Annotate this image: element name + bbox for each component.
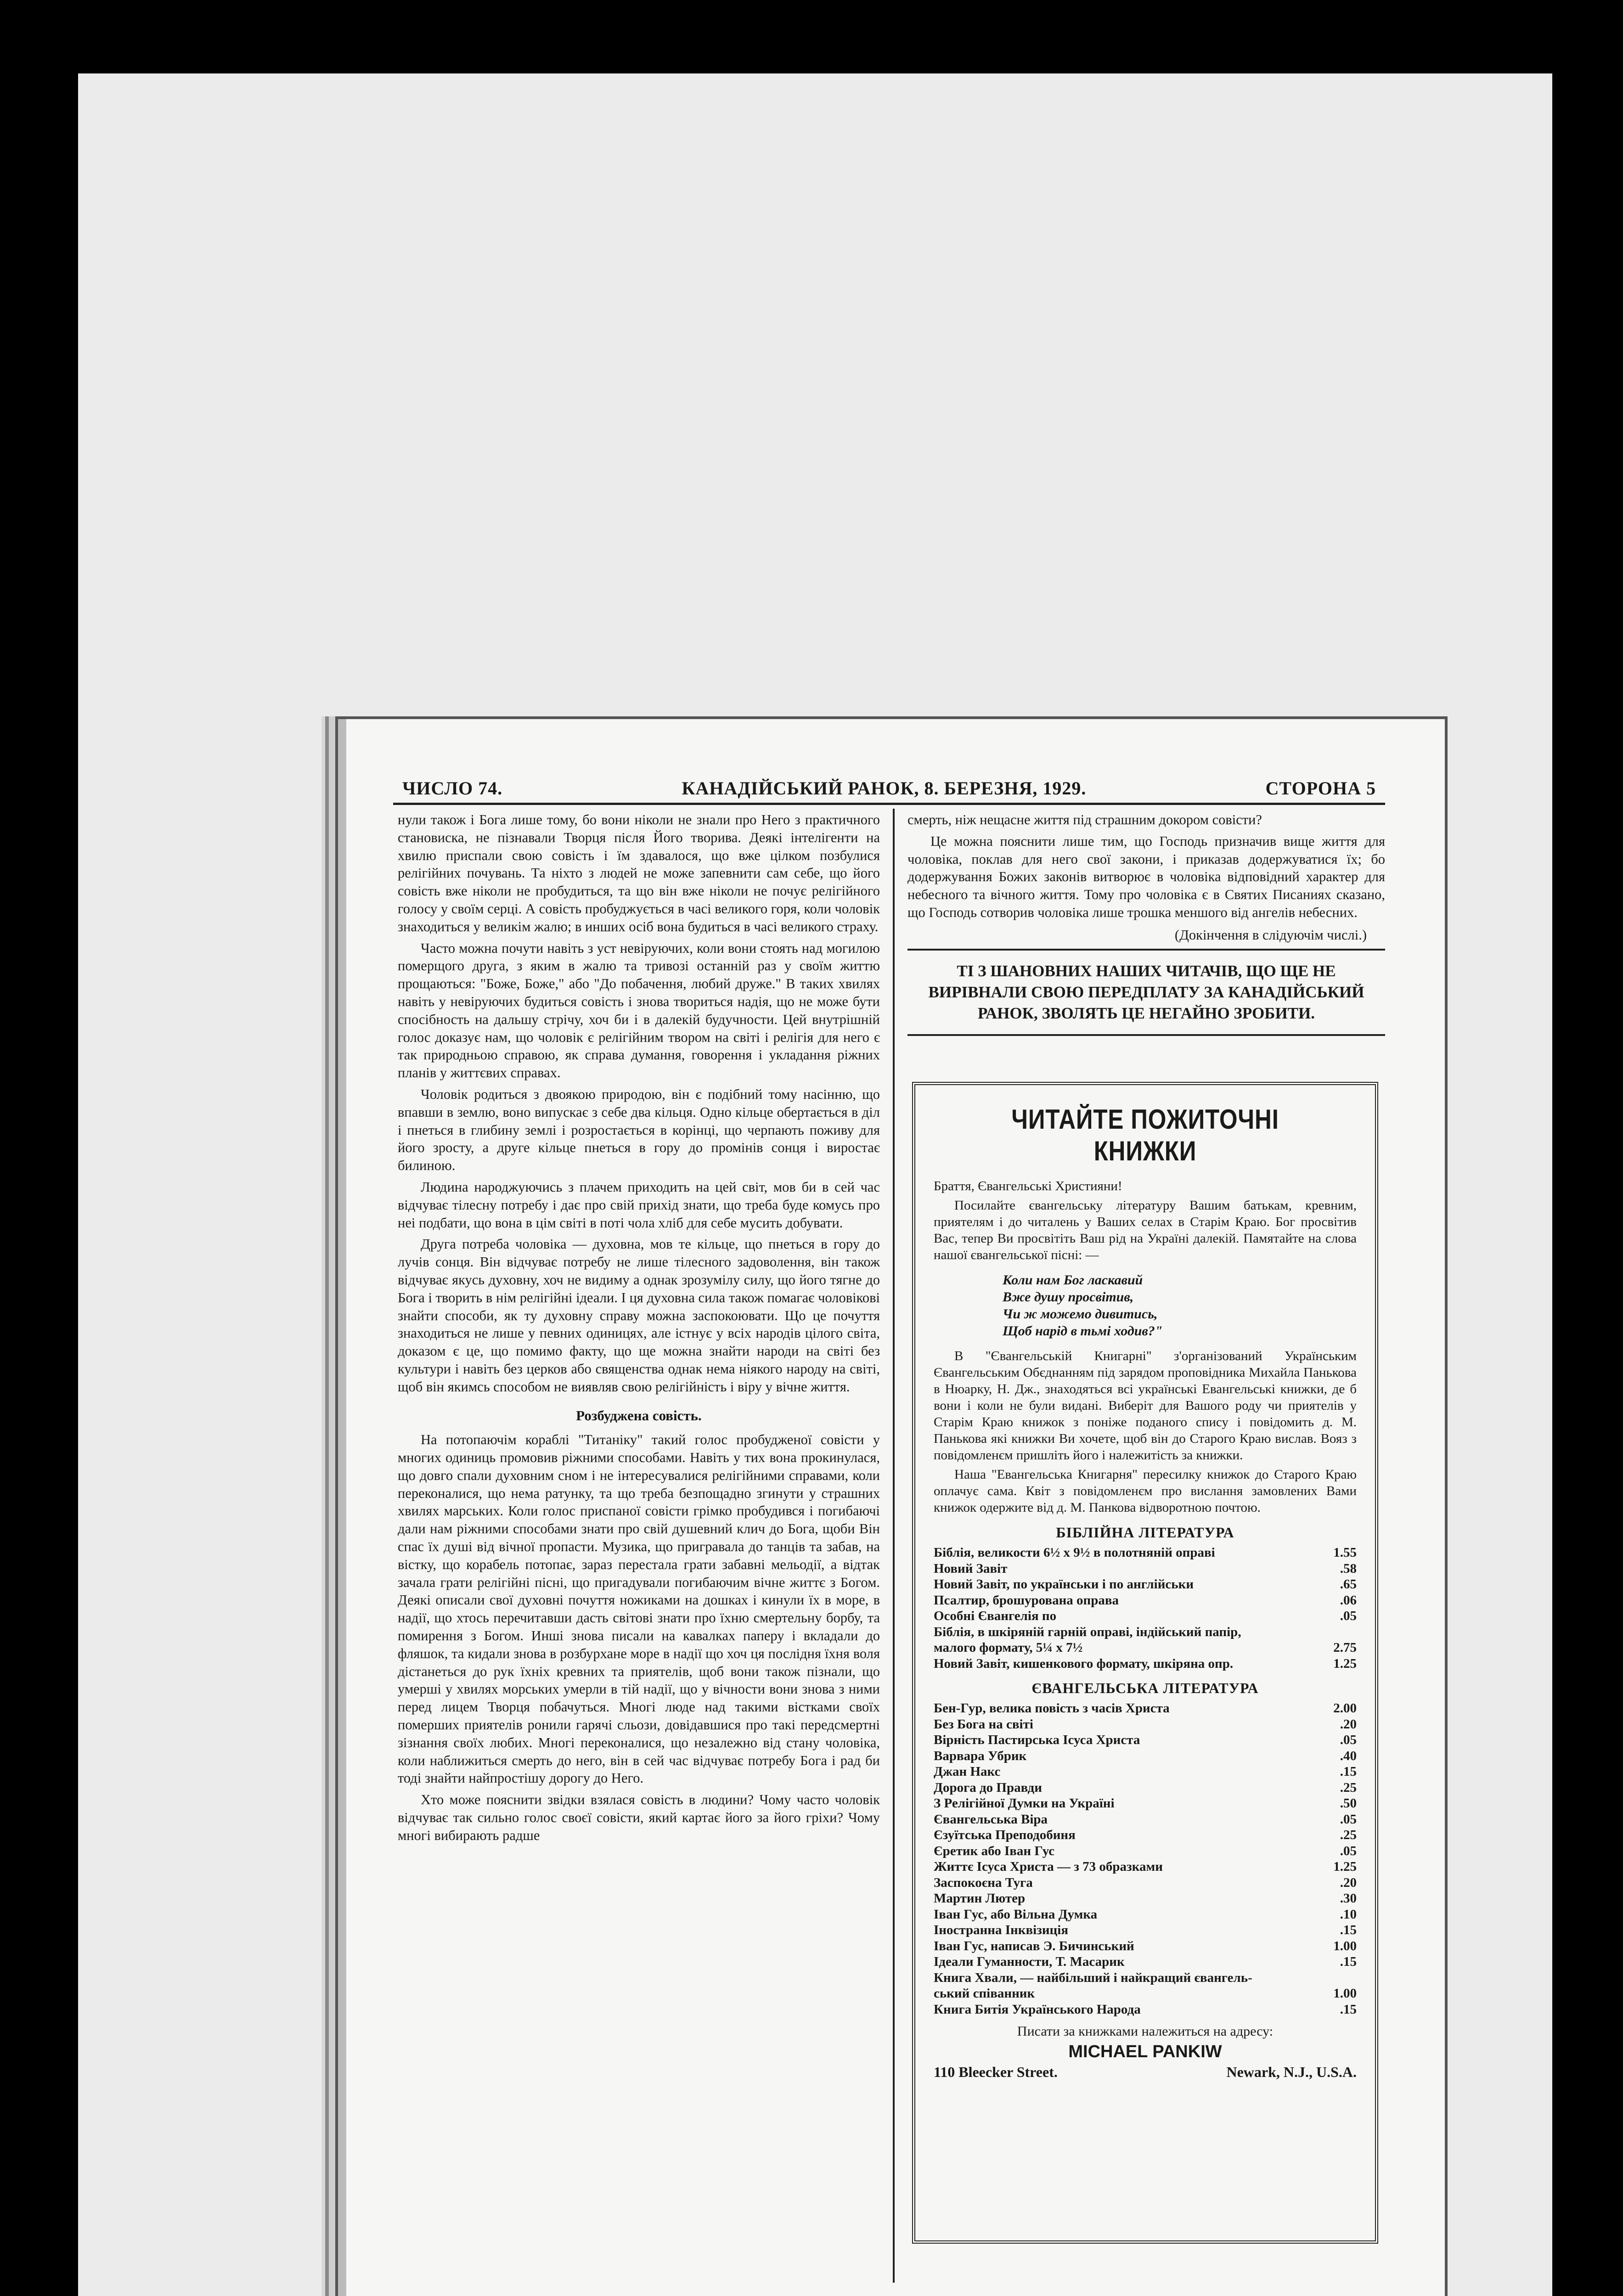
book-price: .05 — [1340, 1609, 1357, 1623]
book-price: .30 — [1340, 1891, 1357, 1906]
book-list-item — [934, 1875, 1357, 1891]
book-list-item — [934, 1954, 1357, 1970]
verse-line: Чи ж можемо дивитись, — [1003, 1306, 1158, 1322]
book-title: Особні Євангелія по — [934, 1609, 1057, 1623]
book-list-item — [934, 1640, 1357, 1656]
book-title: Заспокоєна Туга — [934, 1875, 1033, 1890]
book-list-item — [934, 1986, 1357, 2002]
book-price: .65 — [1340, 1577, 1357, 1592]
header-rule — [393, 803, 1385, 805]
book-price: .40 — [1340, 1748, 1357, 1763]
book-list-item — [934, 1780, 1357, 1796]
book-list-item — [934, 2002, 1357, 2018]
article-paragraph: Людина народжуючись з плачем приходить на цей світ, мов би в сей час відчуває тілесну потребу і дає про свій прихід знати, що треба буде комусь про неі подбати, що вона в цім світі в поті чола хліб для себе мусить добувати. — [398, 1179, 880, 1231]
book-price: .06 — [1340, 1593, 1357, 1608]
evangelical-literature-list — [934, 1700, 1357, 2017]
section-heading-evangelical: ЄВАНГЕЛЬСЬКА ЛІТЕРАТУРА — [1031, 1680, 1259, 1696]
book-list-item — [934, 1907, 1357, 1923]
article-paragraph: Часто можна почути навіть з уст невіруючих, коли вони стоять над могилою померщого друга, з яким в жалю та тривозі останній раз у своїм життю прощаються: "Боже, Боже," або "До побачення, любий друже." В таких хвилях навіть у невіруючих будиться совість і знова твориться надія, що не може бути спосібность на дальшу стрічу, хоч би і в далекій будучности. Цей внутрішній голос доказує нам, що чоловік є релігійним твором на світі і релігія для него є так природньою справою, як справа думання, говорення і укладання ріжних планів у життєвих справах. — [398, 940, 880, 1081]
book-list-item — [934, 1561, 1357, 1577]
city-address: Newark, N.J., U.S.A. — [1226, 2064, 1357, 2080]
continued-note: (Докінчення в слідуючім числі.) — [1174, 927, 1367, 943]
publisher-name: MICHAEL PANKIW — [1068, 2042, 1222, 2061]
book-title: Бен-Гур, велика повість з часів Христа — [934, 1701, 1170, 1716]
book-title: малого формату, 5¼ x 7½ — [934, 1640, 1083, 1655]
book-price: .05 — [1340, 1843, 1357, 1858]
book-price: 1.25 — [1333, 1859, 1357, 1874]
article-paragraph: смерть, ніж нещасне життя під страшним докором совісти? — [907, 812, 1262, 827]
book-price: .15 — [1340, 2002, 1357, 2017]
book-title: ський співанник — [934, 1986, 1035, 2001]
book-list-item — [934, 1859, 1357, 1875]
book-list-item — [934, 1938, 1357, 1954]
book-list-item — [934, 1922, 1357, 1938]
book-title: Єзуїтська Преподобиня — [934, 1828, 1076, 1842]
book-advertisement — [912, 1082, 1378, 2244]
book-list-item — [934, 1608, 1357, 1624]
book-list-item — [934, 1891, 1357, 1907]
book-list-item — [934, 1656, 1357, 1672]
address-note: Писати за книжками належиться на адресу: — [1017, 2024, 1274, 2039]
book-title: Новий Завіт, кишенкового формату, шкіряна опр. — [934, 1656, 1234, 1671]
book-list-item — [934, 1576, 1357, 1593]
book-list-item — [934, 1545, 1357, 1561]
publisher-address — [934, 2064, 1357, 2081]
issue-number: ЧИСЛО 74. — [402, 777, 503, 799]
verse-line: Вже душу просвітив, — [1003, 1289, 1134, 1305]
article-paragraph: нули також і Бога лише тому, бо вони ніколи не знали про Него з практичного становиска, не пізнавали Творця після Його творива. Деякі інтелігенти на хвилю приспали свою совість і їм здавалося, що вже цілком позбулися релігійних почувань. Та ніхто з людей не може запевнити сам себе, що його совість вже ніколи не пробудиться, та що він вже ніколи не почує релігійного голосу у своїм серці. А совість пробуджується в часі великого горя, коли чоловік знаходиться у великім жалю; в инших осіб вона будиться в часі великого страху. — [398, 812, 880, 934]
book-title: Єретик або Іван Гус — [934, 1843, 1055, 1858]
book-list-item — [934, 1700, 1357, 1716]
book-title: Іван Гус, або Вільна Думка — [934, 1907, 1098, 1922]
book-price: .15 — [1340, 1764, 1357, 1779]
book-list-item — [934, 1970, 1357, 1986]
book-title: Книга Хвали, — найбільший і найкращий євангель- — [934, 1970, 1252, 1985]
book-title: Псалтир, брошурована оправа — [934, 1593, 1119, 1608]
ad-paragraph: В "Євангельській Книгарні" з'організований Українським Євангельським Обєднанням під зарядом проповідника Михайла Панькова в Нюарку, Н. Дж., знаходяться всі українські Евангельські книжки, де б вони і коли не були видані. Виберіт для Вашого роду чи приятелів у Старім Краю книжок з поніже поданого спису і повідомить д. М. Панькова які книжки Ви хочете, щоб він до Старого Краю вислав. Вояз з повідомленєм пришліть його і належитість за книжки. — [934, 1349, 1357, 1463]
ad-title: ЧИТАЙТЕ ПОЖИТОЧНІ КНИЖКИ — [1011, 1104, 1279, 1166]
article-paragraph: Чоловік родиться з двоякою природою, він є подібний тому насінню, що впавши в землю, воно випускає з себе два кільця. Одно кільце обертається в діл і пнеться в глибину землі і розростається в корінці, що черпають поживу для його зросту, а друге кільце пнеться в гору до промінів сонця і виростає билиною. — [398, 1086, 880, 1174]
ad-verse — [1003, 1272, 1357, 1339]
book-price: .25 — [1340, 1780, 1357, 1795]
newspaper-page — [335, 716, 1448, 2296]
book-list-item — [934, 1593, 1357, 1609]
book-list-item — [934, 1732, 1357, 1748]
book-price: 1.55 — [1333, 1545, 1357, 1560]
book-price: .05 — [1340, 1733, 1357, 1747]
ad-paragraph: Посилайте євангельську літературу Вашим батькам, кревним, приятелям і до читалень у Ваших селах в Старім Краю. Бог просвітив Вас, тепер Ви просвітіть Ваш рід на Україні далекій. Памятайте на слова нашої євангельської пісні: — — [934, 1198, 1357, 1262]
subscription-notice: ТІ З ШАНОВНИХ НАШИХ ЧИТАЧІВ, ЩО ЩЕ НЕ ВИРІВНАЛИ СВОЮ ПЕРЕДПЛАТУ ЗА КАНАДІЙСЬКИЙ РАНОК, ЗВОЛЯТЬ ЦЕ НЕГАЙНО ЗРОБИТИ. — [907, 949, 1385, 1036]
article-paragraph: Це можна пояснити лише тим, що Господь призначив вище життя для чоловіка, поклав для него свої закони, і приказав додержуватися їх; бо додержування Божих законів витворює в чоловіка відповідний характер для небесного та вічного життя. Тому про чоловіка є в Святих Писаниях сказано, що Господь сотворив чоловіка лише трошка меншого від ангелів небесних. — [907, 833, 1385, 920]
book-price: .05 — [1340, 1812, 1357, 1827]
book-list-item — [934, 1843, 1357, 1859]
book-title: Книга Битія Українського Народа — [934, 2002, 1141, 2017]
page-edge — [338, 719, 346, 2296]
street-address: 110 Bleecker Street. — [934, 2064, 1058, 2080]
book-price — [1320, 1624, 1357, 1640]
book-title: Новий Завіт, по українськи і по англійськи — [934, 1577, 1194, 1592]
bible-literature-list — [934, 1545, 1357, 1671]
article-paragraph: Хто може пояснити звідки взялася совість в людини? Чому часто чоловік відчуває так сильно голос своєї совісти, який картає його за його гріхи? Чому многі вибирають радше — [398, 1792, 880, 1843]
book-title: Ідеали Гуманности, Т. Масарик — [934, 1954, 1125, 1969]
book-title: Біблія, в шкіряній гарній оправі, індійський папір, — [934, 1624, 1241, 1639]
book-price — [1320, 1970, 1357, 1986]
book-price: .50 — [1340, 1796, 1357, 1811]
book-price: .25 — [1340, 1828, 1357, 1842]
book-price: 1.25 — [1333, 1656, 1357, 1671]
book-list-item — [934, 1827, 1357, 1843]
book-list-item — [934, 1795, 1357, 1812]
masthead-date: КАНАДІЙСЬКИЙ РАНОК, 8. БЕРЕЗНЯ, 1929. — [682, 777, 1087, 799]
microfilm-frame — [78, 73, 1552, 2296]
book-title: Мартин Лютер — [934, 1891, 1026, 1906]
article-paragraph: Друга потреба чоловіка — духовна, мов те кільце, що пнеться в гору до лучів сонця. Він відчуває потребу не лише тілесного задоволення, він також відчуває якусь духовну, хоч не видиму а однак зрозумілу силу, що його тягне до Бога і творить в нім релігійні ідеали. І ця духовна сила також помагає чоловікові знайти способи, як ту духовну справу можна заспокоювати. Що це почуття знаходиться не лише у певних одиницях, але істнує у всіх народів цілого світа, доказом є це, що помимо факту, що ще можна знайти народи на світі без культури і навіть без церков або священства однак нема ніякого народу на світі, щоб він якимсь способом не виявляв свою релігійність і віру у вічне життя. — [398, 1236, 880, 1395]
section-heading-bible: БІБЛІЙНА ЛІТЕРАТУРА — [1056, 1524, 1234, 1541]
book-price: 2.75 — [1333, 1640, 1357, 1655]
book-title: Вірність Пастирська Ісуса Христа — [934, 1733, 1140, 1747]
article-paragraph: На потопаючім кораблі "Титаніку" такий голос пробудженої совісти у многих одиниць промовив ріжними способами. Навіть у тих вона прокинулася, що довго спали духовним сном і не інтересувалися релігійними справами, коли переконалися, що нема ратунку, та що треба безпощадно згинути у страшних хвилях марських. Коли голос приспаної совісти грімко пробудився і погибаючі дали нам ріжними способами знати про свій душевний клич до Бога, щоби Він спас їх душі від вічної пропасти. Музика, що пригравала до танців та забав, на вістку, що корабель потопає, зараз перестала грати забавні мельодії, а відтак зачала грати релігійні пісні, що пригадували погибаючим вічне життє з Богом. Деякі описали свої духовні почуття ножиками на дошках і кинули їх в море, в надії, що хтось перечитавши дасть світові знати про їхню смертельну борбу, та помирення з Богом. Инші знова писали на кавалках паперу і вкладали до фляшок, та кидали знова в розбурхане море в надії що хоч ця послідня їхня воля дістанеться до рук їхніх кревних та приятелів, щоб вони також пізнали, що умерші у хвилях морських умерли в тій надії, що у вічности вони знова з ними перед лицем Творця побачуться. Многі люде над такими вістками своїх померших приятелів ронили гарячі сльози, довідавшися про такі передсмертні зізнання своїх любих. Многі переконалися, що незалежно від стану чоловіка, коли наближиться смерть до него, він в сей час відчуває потребу Бога і рад би тоді знайти найпростішу дорогу до Него. — [398, 1432, 880, 1786]
ad-greeting: Браття, Євангельські Християни! — [934, 1179, 1122, 1193]
book-price: .15 — [1340, 1923, 1357, 1937]
book-list-item — [934, 1624, 1357, 1640]
book-title: Дорога до Правди — [934, 1780, 1042, 1795]
book-title: Джан Накс — [934, 1764, 1001, 1779]
article-subheading: Розбуджена совість. — [576, 1407, 702, 1424]
book-list-item — [934, 1764, 1357, 1780]
book-title: Варвара Убрик — [934, 1748, 1027, 1763]
book-title: Біблія, великости 6½ x 9½ в полотняній оправі — [934, 1545, 1215, 1560]
book-price: 2.00 — [1333, 1701, 1357, 1716]
verse-line: Коли нам Бог ласкавий — [1003, 1272, 1143, 1288]
right-column-article — [907, 811, 1385, 944]
verse-line: Щоб нарід в тьмі ходив?" — [1003, 1323, 1163, 1339]
book-title: З Релігійної Думки на Україні — [934, 1796, 1115, 1811]
book-price: .20 — [1340, 1716, 1357, 1732]
left-column — [398, 811, 880, 2280]
ad-paragraph: Наша "Евангельська Книгарня" пересилку книжок до Старого Краю оплачує сама. Квіт з повідомленєм про вислання замовлених Вами книжок одержите від д. М. Панкова відворотною почтою. — [934, 1467, 1357, 1515]
book-list-item — [934, 1812, 1357, 1828]
book-price: 1.00 — [1333, 1938, 1357, 1953]
book-price: .20 — [1340, 1875, 1357, 1890]
book-title: Новий Завіт — [934, 1561, 1008, 1576]
book-title: Євангельська Віра — [934, 1812, 1048, 1827]
page-number: СТОРОНА 5 — [1265, 777, 1376, 799]
book-list-item — [934, 1716, 1357, 1733]
book-price: .15 — [1340, 1954, 1357, 1969]
book-title: Іван Гус, написав Э. Бичинський — [934, 1938, 1134, 1953]
book-price: .10 — [1340, 1907, 1357, 1922]
book-title: Без Бога на світі — [934, 1716, 1033, 1732]
book-list-item — [934, 1748, 1357, 1764]
book-title: Іностранна Інквізиція — [934, 1923, 1069, 1937]
book-price: .58 — [1340, 1561, 1357, 1576]
book-title: Життє Ісуса Христа — з 73 образками — [934, 1859, 1163, 1874]
page-header — [402, 774, 1376, 802]
column-divider — [893, 809, 895, 2283]
book-price: 1.00 — [1333, 1986, 1357, 2001]
